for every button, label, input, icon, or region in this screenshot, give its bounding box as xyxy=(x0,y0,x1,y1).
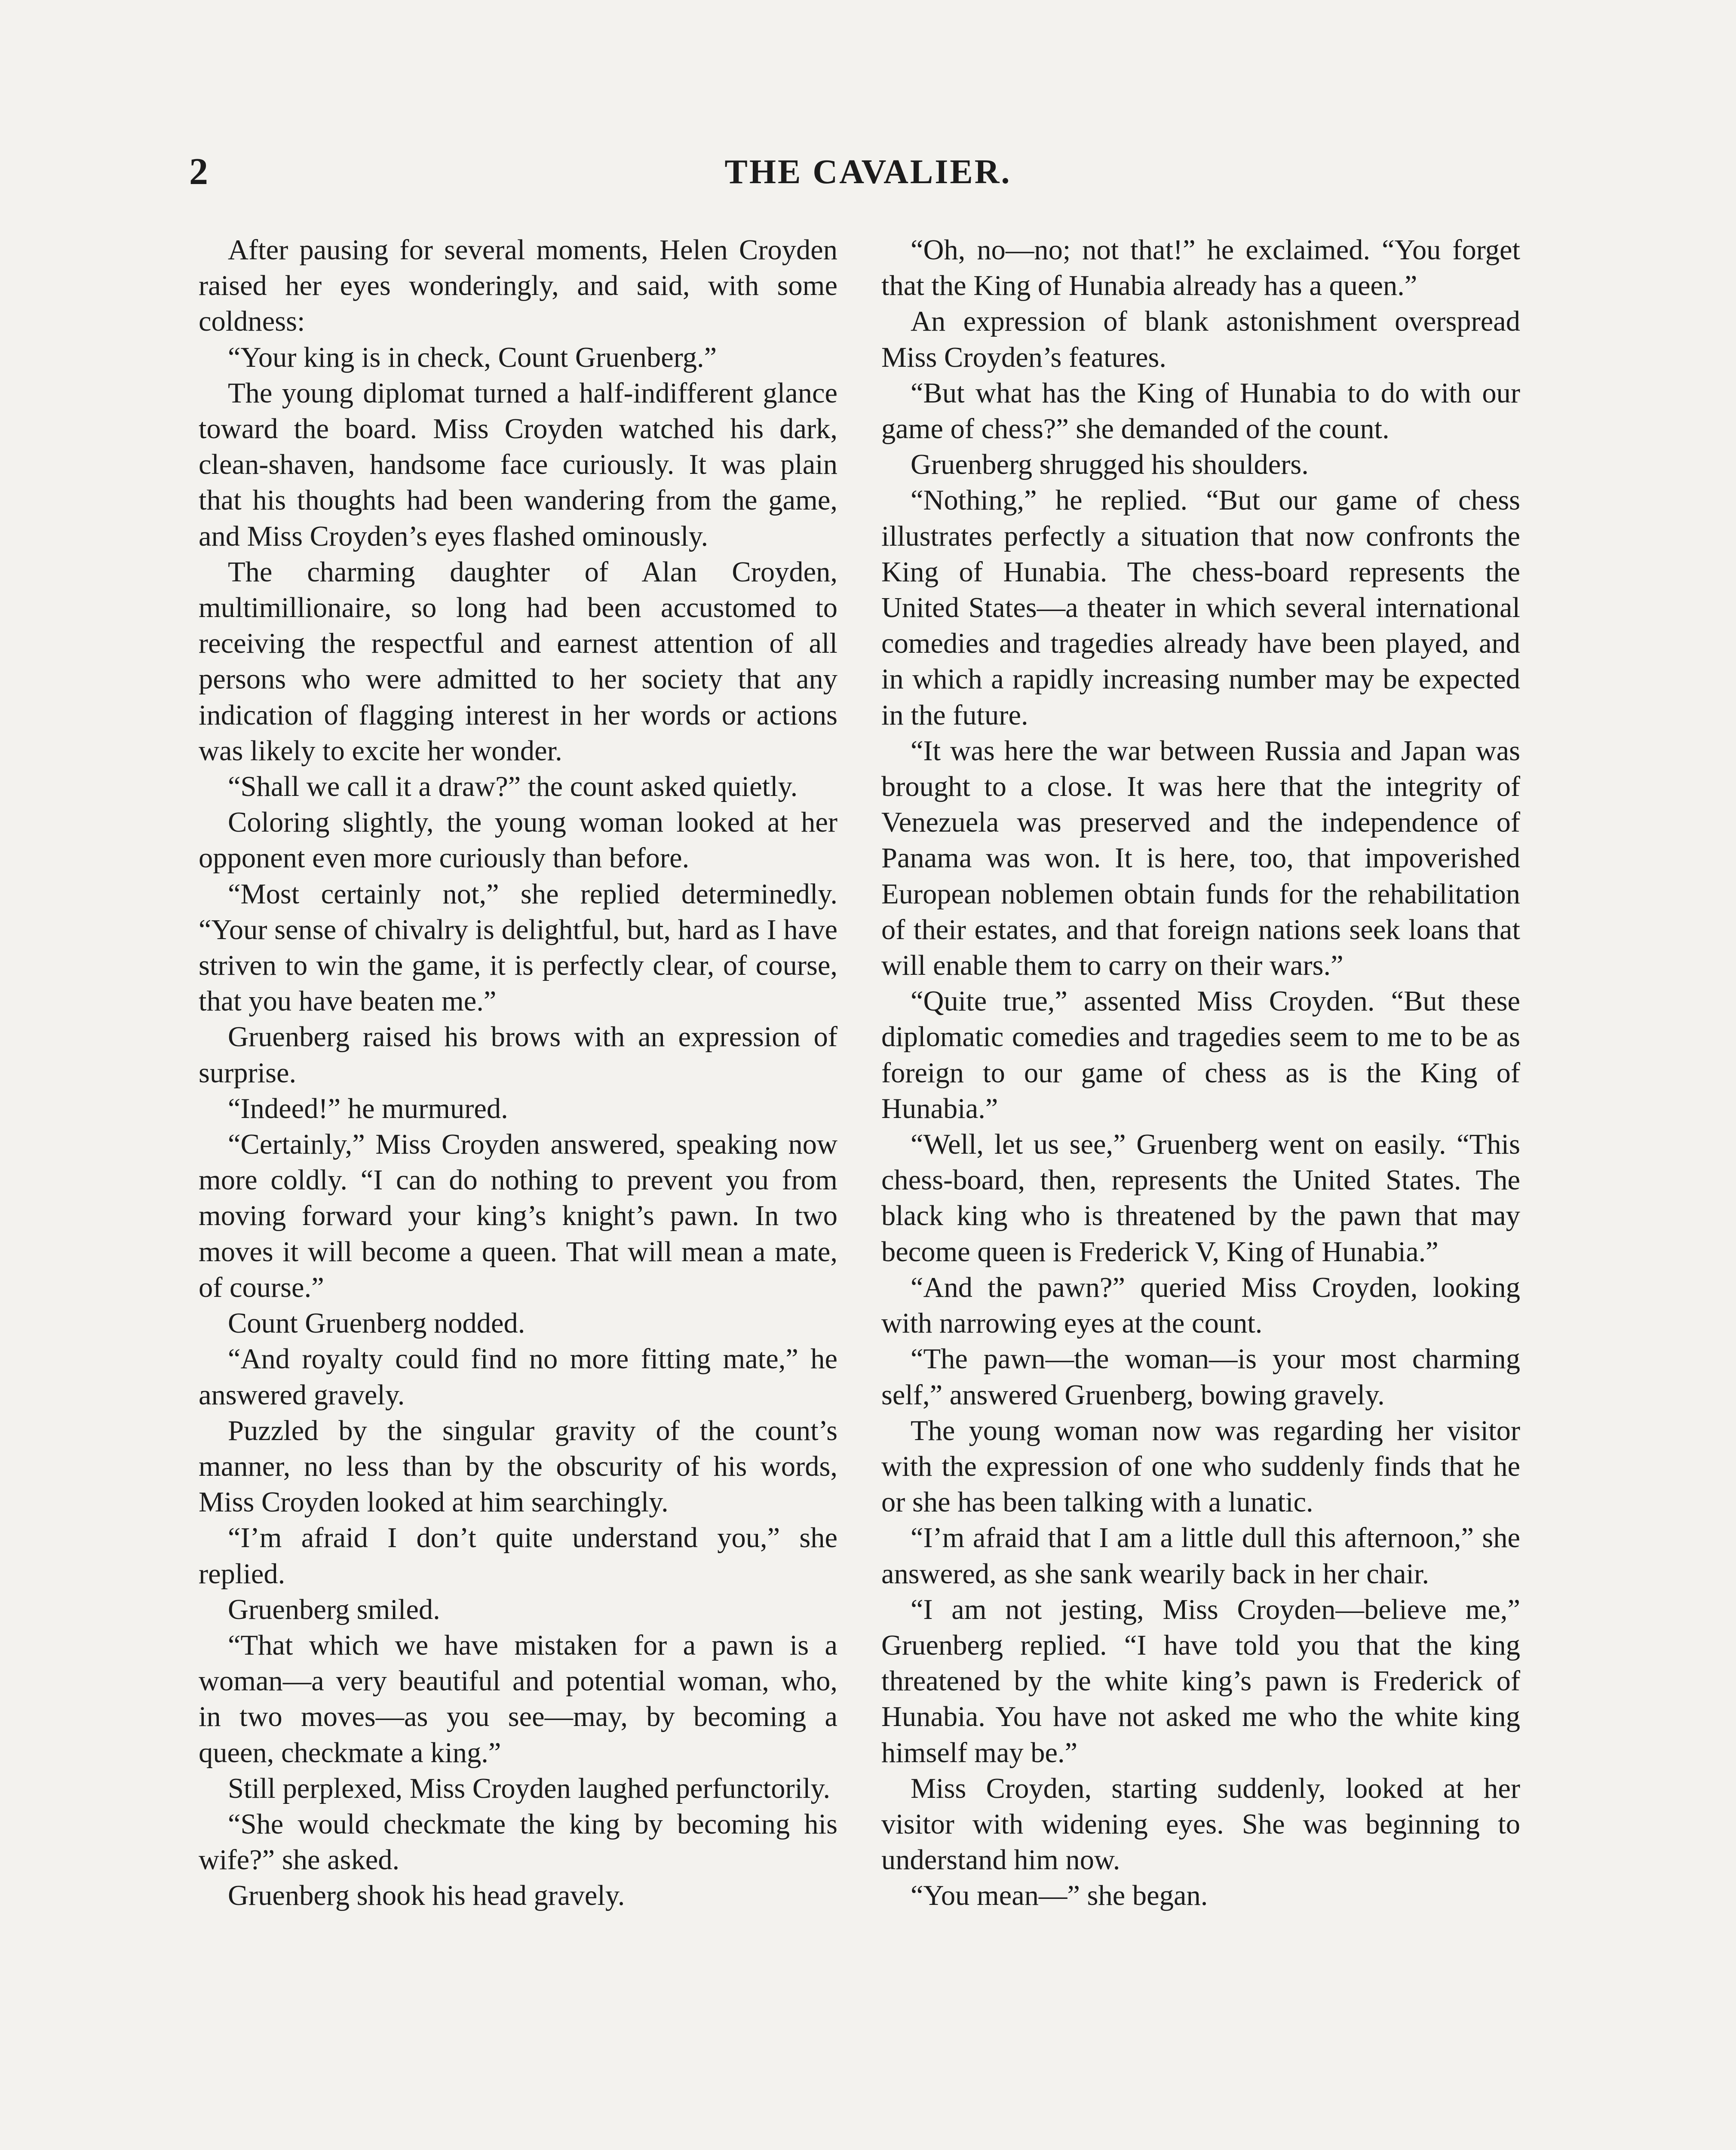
paragraph: “She would checkmate the king by becoming his wife?” she asked. xyxy=(199,1808,837,1876)
page-number: 2 xyxy=(189,151,208,193)
paragraph: “The pawn—the woman—is your most charming self,” answered Gruenberg, bowing gravely. xyxy=(881,1343,1520,1411)
paragraph: “I am not jesting, Miss Croyden—believe me,” Gruenberg replied. “I have told you that the king threatened by the white king’s pawn is Frederick of Hunabia. You have not asked me who the white king himself may be.” xyxy=(881,1594,1520,1769)
running-title: THE CAVALIER. xyxy=(724,153,1012,191)
paragraph: “It was here the war between Russia and Japan was brought to a close. It was here that the integrity of Venezuela was preserved and the independence of Panama was won. It is here, too, that impoverished European noblemen obtain funds for the rehabilitation of their estates, and that foreign nations seek loans that will enable them to carry on their wars.” xyxy=(881,735,1520,982)
paragraph: “I’m afraid I don’t quite understand you,” she replied. xyxy=(199,1522,837,1590)
paragraph: “But what has the King of Hunabia to do with our game of chess?” she demanded of the count. xyxy=(881,377,1520,445)
paragraph: The charming daughter of Alan Croyden, multimillionaire, so long had been accustomed to receiving the respectful and earnest attention of all persons who were admitted to her society that any indication of flagging interest in her words or actions was likely to excite her wonder. xyxy=(199,556,837,767)
paragraph: “Oh, no—no; not that!” he exclaimed. “You forget that the King of Hunabia already has a queen.” xyxy=(881,234,1520,302)
paragraph: “Indeed!” he murmured. xyxy=(228,1093,508,1124)
paragraph: “You mean—” she began. xyxy=(911,1880,1208,1912)
paragraph: Count Gruenberg nodded. xyxy=(228,1308,525,1339)
paragraph: Coloring slightly, the young woman looked at her opponent even more curiously than before. xyxy=(199,807,837,874)
paragraph: “That which we have mistaken for a pawn is a woman—a very beautiful and potential woman, who, in two moves—as you see—may, by becoming a queen, checkmate a king.” xyxy=(199,1629,837,1769)
page-header xyxy=(0,146,1736,206)
paragraph: Gruenberg shook his head gravely. xyxy=(228,1880,625,1912)
paragraph: “Nothing,” he replied. “But our game of chess illustrates perfectly a situation that now confronts the King of Hunabia. The chess-board represents the United States—a theater in which several international comedies and tragedies already have been played, and in which a rapidly increasing number may be expected in the future. xyxy=(881,485,1520,731)
paragraph: Still perplexed, Miss Croyden laughed perfunctorily. xyxy=(228,1772,831,1804)
paragraph: Gruenberg smiled. xyxy=(228,1594,440,1625)
text-column-left xyxy=(199,232,837,1914)
paragraph: “And royalty could find no more fitting mate,” he answered gravely. xyxy=(199,1343,837,1411)
paragraph: “Most certainly not,” she replied determinedly. “Your sense of chivalry is delightful, but, hard as I have striven to win the game, it is perfectly clear, of course, that you have beaten me.” xyxy=(199,878,837,1017)
paragraph: After pausing for several moments, Helen Croyden raised her eyes wonderingly, and said, with some coldness: xyxy=(199,234,837,338)
paragraph: “Your king is in check, Count Gruenberg.” xyxy=(228,341,717,373)
paragraph: An expression of blank astonishment overspread Miss Croyden’s features. xyxy=(881,306,1520,373)
paragraph: Gruenberg shrugged his shoulders. xyxy=(911,449,1309,481)
paragraph: “Well, let us see,” Gruenberg went on easily. “This chess-board, then, represents the United States. The black king who is threatened by the pawn that may become queen is Frederick V, King of Hunabia.” xyxy=(881,1129,1520,1268)
paragraph: “Certainly,” Miss Croyden answered, speaking now more coldly. “I can do nothing to prevent you from moving forward your king’s knight’s pawn. In two moves it will become a queen. That will mean a mate, of course.” xyxy=(199,1129,837,1303)
paragraph: “I’m afraid that I am a little dull this afternoon,” she answered, as she sank wearily back in her chair. xyxy=(881,1522,1520,1590)
paragraph: Puzzled by the singular gravity of the count’s manner, no less than by the obscurity of his words, Miss Croyden looked at him searchingly. xyxy=(199,1415,837,1518)
paragraph: The young diplomat turned a half-indifferent glance toward the board. Miss Croyden watched his dark, clean-shaven, handsome face curiously. It was plain that his thoughts had been wandering from the game, and Miss Croyden’s eyes flashed ominously. xyxy=(199,377,837,552)
paragraph: Miss Croyden, starting suddenly, looked at her visitor with widening eyes. She was beginning to understand him now. xyxy=(881,1772,1520,1876)
paragraph: The young woman now was regarding her visitor with the expression of one who suddenly finds that he or she has been talking with a lunatic. xyxy=(881,1415,1520,1518)
text-column-right xyxy=(881,232,1520,1914)
paragraph: Gruenberg raised his brows with an expression of surprise. xyxy=(199,1021,837,1089)
paragraph: “Shall we call it a draw?” the count asked quietly. xyxy=(228,771,798,803)
paragraph: “And the pawn?” queried Miss Croyden, looking with narrowing eyes at the count. xyxy=(881,1272,1520,1339)
paragraph: “Quite true,” assented Miss Croyden. “But these diplomatic comedies and tragedies seem to me to be as foreign to our game of chess as is the King of Hunabia.” xyxy=(881,986,1520,1124)
